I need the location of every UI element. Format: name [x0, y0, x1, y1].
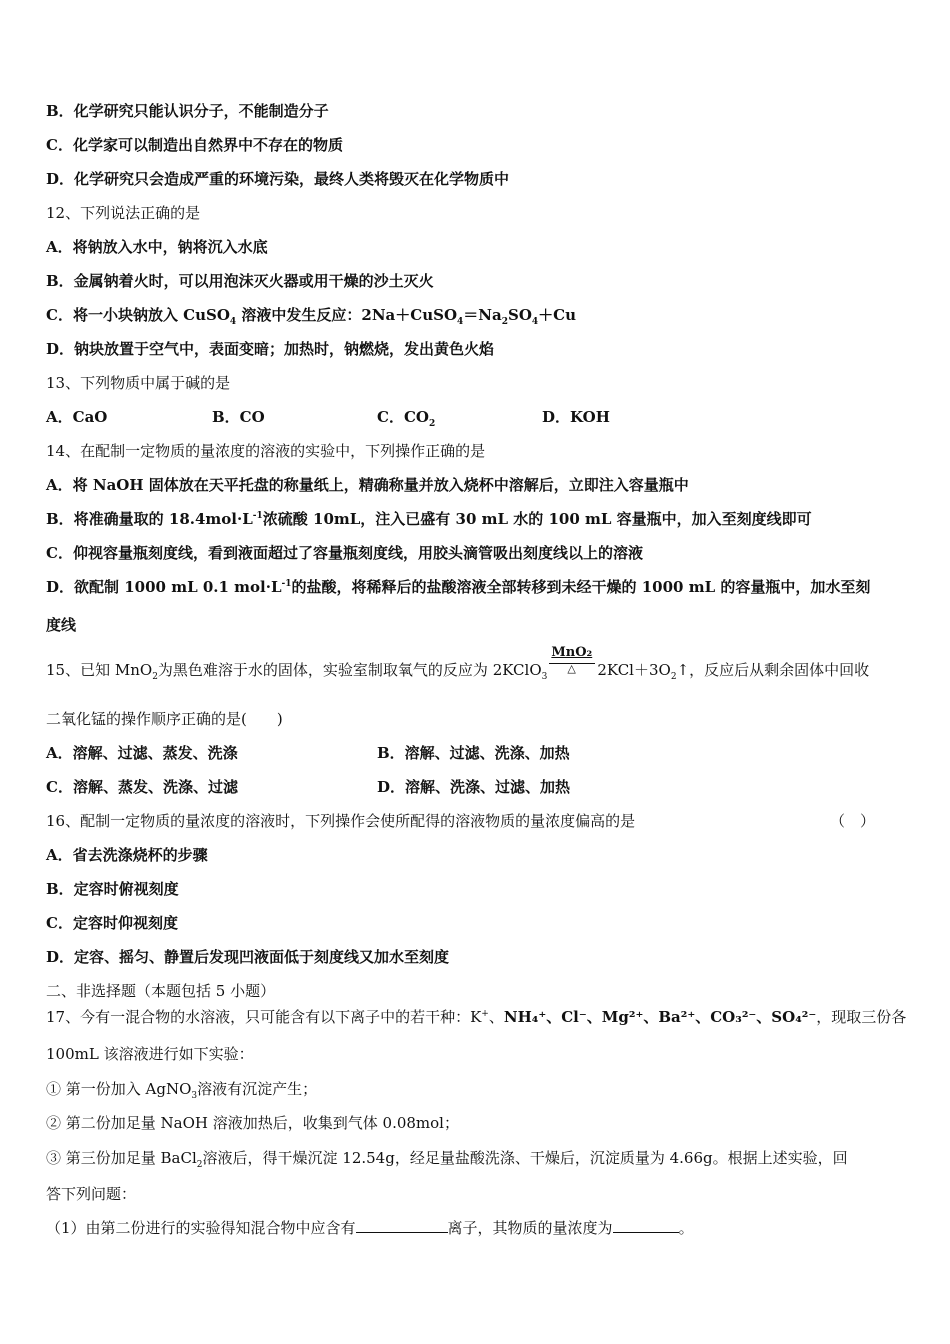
- q15-option-a: A．溶解、过滤、蒸发、洗涤: [46, 744, 238, 762]
- subscript: 4: [531, 317, 539, 327]
- q17-ions: NH₄⁺、Cl⁻、Mg²⁺、Ba²⁺、CO₃²⁻、SO₄²⁻: [503, 1008, 817, 1026]
- q14-b-text1: B．将准确量取的 18.4mol·L: [46, 510, 253, 528]
- q14-option-d: [46, 577, 870, 597]
- q14-d-text1: D．欲配制 1000 mL 0.1 mol·L: [46, 578, 282, 596]
- q12-option-c: [46, 305, 576, 325]
- subscript: 2: [152, 672, 158, 682]
- q12-c-text2: 溶液中发生反应：2Na＋CuSO: [236, 306, 458, 324]
- answer-blank-2[interactable]: [613, 1218, 679, 1233]
- section-title: 二、非选择题（本题包括 5 小题）: [46, 982, 276, 1000]
- q14-option-b: [46, 509, 812, 529]
- heat-symbol: △: [567, 662, 576, 675]
- q15-stem: [46, 645, 870, 682]
- q16-option-c: C．定容时仰视刻度: [46, 914, 178, 932]
- q12-option-d: D．钠块放置于空气中，表面变暗；加热时，钠燃烧，发出黄色火焰: [46, 340, 495, 358]
- q12-c-text4: SO: [507, 306, 532, 324]
- subscript: 3: [191, 1091, 198, 1101]
- subscript: 3: [541, 672, 548, 682]
- q15-stem-cont: 二氧化锰的操作顺序正确的是( ): [46, 710, 283, 728]
- q13-options: [46, 407, 746, 427]
- q16-stem: 16、配制一定物质的量浓度的溶液时，下列操作会使所配得的溶液物质的量浓度偏高的是: [46, 812, 636, 830]
- q17-text1: 17、今有一混合物的水溶液，只可能含有以下离子中的若干种：K: [46, 1008, 482, 1026]
- q12-option-a: A．将钠放入水中，钠将沉入水底: [46, 238, 268, 256]
- q15-text4: ↑，反应后从剩余固体中回收: [676, 661, 870, 679]
- q13-option-d: D．KOH: [542, 408, 610, 426]
- q15-option-c: C．溶解、蒸发、洗涤、过滤: [46, 778, 238, 796]
- subscript: 2: [501, 317, 508, 327]
- reaction-condition: [549, 645, 595, 681]
- subscript: 2: [196, 1160, 203, 1170]
- q14-d-text2: 的盐酸，将稀释后的盐酸溶液全部转移到未经干燥的 1000 mL 的容量瓶中，加水至刻: [291, 578, 871, 596]
- q14-b-text2: 浓硫酸 10mL，注入已盛有 30 mL 水的 100 mL 容量瓶中，加入至刻度线即可: [262, 510, 812, 528]
- q17-stem: [46, 1007, 906, 1027]
- q15-option-b: B．溶解、过滤、洗涤、加热: [377, 744, 570, 762]
- q13-option-c: [377, 407, 435, 427]
- superscript: +: [481, 1009, 489, 1019]
- answer-blank-1[interactable]: [356, 1218, 448, 1233]
- q15-text3: 2KCl＋3O: [597, 661, 671, 679]
- q15-text2: 为黑色难溶于水的固体，实验室制取氧气的反应为 2KClO: [157, 661, 542, 679]
- subscript: 4: [457, 317, 464, 327]
- q17-e1-text2: 溶液有沉淀产生；: [197, 1080, 318, 1098]
- q11-option-b: B．化学研究只能认识分子，不能制造分子: [46, 102, 329, 120]
- q17-stem-cont: 100mL 该溶液进行如下实验：: [46, 1045, 254, 1063]
- q13-stem: 13、下列物质中属于碱的是: [46, 374, 231, 392]
- q17-e3-text1: ③ 第三份加足量 BaCl: [46, 1149, 197, 1167]
- q17-text2: ，现取三份各: [816, 1008, 907, 1026]
- q14-stem: 14、在配制一定物质的量浓度的溶液的实验中，下列操作正确的是: [46, 442, 486, 460]
- q17-s1-text2: 离子，其物质的量浓度为: [447, 1219, 613, 1237]
- q17-s1-text1: （1）由第二份进行的实验得知混合物中应含有: [46, 1219, 356, 1237]
- q11-option-c: C．化学家可以制造出自然界中不存在的物质: [46, 136, 343, 154]
- catalyst-label: MnO₂: [551, 645, 593, 660]
- subscript: 4: [229, 317, 237, 327]
- q16-option-b: B．定容时俯视刻度: [46, 880, 179, 898]
- q13-option-b: B．CO: [212, 408, 265, 426]
- q14-option-c: C．仰视容量瓶刻度线，看到液面超过了容量瓶刻度线，用胶头滴管吸出刻度线以上的溶液: [46, 544, 643, 562]
- q17-exp2: ② 第二份加足量 NaOH 溶液加热后，收集到气体 0.08mol；: [46, 1114, 459, 1132]
- q15-options-row2: [46, 777, 746, 797]
- q15-options-row1: [46, 743, 746, 763]
- q16-paren: （ ）: [830, 812, 876, 830]
- q12-c-text1: C．将一小块钠放入 CuSO: [46, 306, 230, 324]
- q14-option-d-cont: 度线: [46, 616, 77, 634]
- q17-exp1: [46, 1079, 317, 1099]
- q12-c-text5: ＋Cu: [538, 306, 577, 324]
- q13-c-text: C．CO: [377, 408, 429, 426]
- subscript: 2: [428, 419, 436, 429]
- q11-option-d: D．化学研究只会造成严重的环境污染，最终人类将毁灭在化学物质中: [46, 170, 510, 188]
- q16-option-a: A．省去洗涤烧杯的步骤: [46, 846, 208, 864]
- q15-text1: 15、已知 MnO: [46, 661, 153, 679]
- q17-e3-text2: 溶液后，得干燥沉淀 12.54g，经足量盐酸洗涤、干燥后，沉淀质量为 4.66g。根据上述实验，回: [202, 1149, 848, 1167]
- superscript: -1: [252, 511, 263, 521]
- q17-s1-text3: 。: [678, 1219, 694, 1237]
- q17-e1-text1: ① 第一份加入 AgNO: [46, 1080, 192, 1098]
- subscript: 2: [670, 672, 677, 682]
- separator: 、: [488, 1008, 504, 1026]
- q12-c-text3: ＝Na: [463, 306, 502, 324]
- q17-exp3: [46, 1148, 848, 1168]
- q15-option-d: D．溶解、洗涤、过滤、加热: [377, 778, 571, 796]
- q13-option-a: A．CaO: [46, 408, 108, 426]
- q12-stem: 12、下列说法正确的是: [46, 204, 201, 222]
- q17-exp3-cont: 答下列问题：: [46, 1185, 137, 1203]
- q17-subq1: [46, 1218, 694, 1238]
- q16-option-d: D．定容、摇匀、静置后发现凹液面低于刻度线又加水至刻度: [46, 948, 450, 966]
- q12-option-b: B．金属钠着火时，可以用泡沫灭火器或用干燥的沙土灭火: [46, 272, 434, 290]
- q14-option-a: A．将 NaOH 固体放在天平托盘的称量纸上，精确称量并放入烧杯中溶解后，立即注入容量瓶中: [46, 476, 689, 494]
- superscript: -1: [281, 579, 292, 589]
